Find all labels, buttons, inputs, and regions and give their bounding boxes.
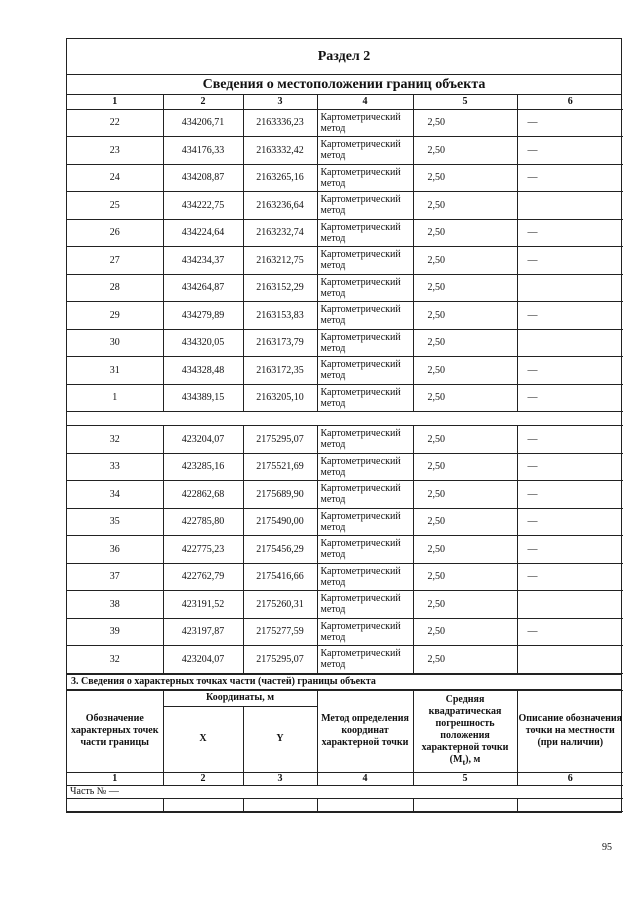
col-desc-header: Описание обозначения точки на местности (при наличии) [517, 690, 623, 772]
coord-y-cell: 2175521,69 [243, 453, 317, 481]
point-number-cell: 32 [67, 646, 163, 674]
error-cell: 2,50 [413, 109, 517, 137]
coord-x-cell: 434176,33 [163, 137, 243, 165]
column-number: 6 [517, 95, 623, 109]
coord-x-cell: 423204,07 [163, 646, 243, 674]
empty-cell [67, 798, 163, 811]
table-row [67, 192, 623, 220]
coord-x-cell: 422862,68 [163, 481, 243, 509]
column-number: 4 [317, 95, 413, 109]
coord-x-cell: 434264,87 [163, 274, 243, 302]
description-cell: — [517, 481, 623, 509]
description-cell: — [517, 508, 623, 536]
error-cell: 2,50 [413, 274, 517, 302]
coord-x-cell: 423285,16 [163, 453, 243, 481]
table-row [67, 109, 623, 137]
coord-y-cell: 2163153,83 [243, 302, 317, 330]
point-number-cell: 25 [67, 192, 163, 220]
table-row [67, 646, 623, 674]
table-row [67, 164, 623, 192]
column-number: 5 [413, 95, 517, 109]
description-cell: — [517, 453, 623, 481]
point-number-cell: 22 [67, 109, 163, 137]
method-cell: Картометрический метод [317, 357, 413, 385]
table-row [67, 618, 623, 646]
column-number: 2 [163, 95, 243, 109]
method-cell: Картометрический метод [317, 384, 413, 412]
description-cell: — [517, 563, 623, 591]
method-cell: Картометрический метод [317, 109, 413, 137]
method-cell: Картометрический метод [317, 426, 413, 454]
coord-y-cell: 2175295,07 [243, 426, 317, 454]
point-number-cell: 37 [67, 563, 163, 591]
error-cell: 2,50 [413, 384, 517, 412]
error-cell: 2,50 [413, 357, 517, 385]
method-cell: Картометрический метод [317, 329, 413, 357]
point-number-cell: 23 [67, 137, 163, 165]
boundary-points-table [67, 95, 623, 674]
table-row [67, 591, 623, 619]
coord-y-cell: 2175260,31 [243, 591, 317, 619]
part-label: Часть № — [67, 785, 623, 798]
method-cell: Картометрический метод [317, 453, 413, 481]
method-cell: Картометрический метод [317, 219, 413, 247]
point-number-cell: 26 [67, 219, 163, 247]
coord-y-cell: 2163172,35 [243, 357, 317, 385]
point-number-cell: 32 [67, 426, 163, 454]
coord-x-cell: 434279,89 [163, 302, 243, 330]
method-cell: Картометрический метод [317, 536, 413, 564]
error-cell: 2,50 [413, 164, 517, 192]
table-row [67, 219, 623, 247]
empty-cell [163, 798, 243, 811]
point-number-cell: 24 [67, 164, 163, 192]
error-cell: 2,50 [413, 247, 517, 275]
description-cell: — [517, 219, 623, 247]
section-subtitle: Сведения о местоположении границ объекта [67, 75, 621, 95]
error-cell: 2,50 [413, 646, 517, 674]
table-row [67, 563, 623, 591]
table-row [67, 329, 623, 357]
coord-y-cell: 2163152,29 [243, 274, 317, 302]
column-number: 2 [163, 772, 243, 785]
coord-y-cell: 2163205,10 [243, 384, 317, 412]
method-cell: Картометрический метод [317, 137, 413, 165]
error-cell: 2,50 [413, 618, 517, 646]
point-number-cell: 28 [67, 274, 163, 302]
col-y-header: Y [243, 706, 317, 772]
col-error-header [413, 690, 517, 772]
table-row [67, 536, 623, 564]
empty-cell [243, 798, 317, 811]
coord-y-cell: 2175295,07 [243, 646, 317, 674]
description-cell: — [517, 357, 623, 385]
coord-x-cell: 422775,23 [163, 536, 243, 564]
col-coords-header: Координаты, м [163, 690, 317, 706]
column-number: 6 [517, 772, 623, 785]
coord-x-cell: 423204,07 [163, 426, 243, 454]
column-number: 3 [243, 95, 317, 109]
description-cell: — [517, 164, 623, 192]
empty-cell [517, 798, 623, 811]
coord-x-cell: 422762,79 [163, 563, 243, 591]
method-cell: Картометрический метод [317, 618, 413, 646]
description-cell [517, 192, 623, 220]
point-number-cell: 33 [67, 453, 163, 481]
col-error-unit: ), м [465, 753, 481, 765]
description-cell: — [517, 247, 623, 275]
description-cell: — [517, 384, 623, 412]
empty-cell [413, 798, 517, 811]
part-points-table [67, 690, 623, 812]
column-number: 3 [243, 772, 317, 785]
col-x-header: X [163, 706, 243, 772]
error-cell: 2,50 [413, 453, 517, 481]
coord-y-cell: 2175416,66 [243, 563, 317, 591]
point-number-cell: 34 [67, 481, 163, 509]
coord-x-cell: 434206,71 [163, 109, 243, 137]
error-cell: 2,50 [413, 329, 517, 357]
table-row [67, 453, 623, 481]
column-number: 1 [67, 772, 163, 785]
method-cell: Картометрический метод [317, 508, 413, 536]
coord-x-cell: 434224,64 [163, 219, 243, 247]
error-cell: 2,50 [413, 192, 517, 220]
description-cell [517, 646, 623, 674]
coord-x-cell: 422785,80 [163, 508, 243, 536]
description-cell: — [517, 618, 623, 646]
separator-cell [67, 412, 623, 426]
col-error-subscript: t [462, 757, 466, 767]
method-cell: Картометрический метод [317, 563, 413, 591]
error-cell: 2,50 [413, 481, 517, 509]
col-method-header: Метод определения координат характерной точки [317, 690, 413, 772]
coord-y-cell: 2163232,74 [243, 219, 317, 247]
section3-column-numbers [67, 772, 623, 785]
coord-x-cell: 434389,15 [163, 384, 243, 412]
error-cell: 2,50 [413, 591, 517, 619]
coord-y-cell: 2163265,16 [243, 164, 317, 192]
page-number: 95 [602, 842, 612, 853]
coord-y-cell: 2163212,75 [243, 247, 317, 275]
method-cell: Картометрический метод [317, 192, 413, 220]
point-number-cell: 1 [67, 384, 163, 412]
method-cell: Картометрический метод [317, 591, 413, 619]
coord-y-cell: 2175456,29 [243, 536, 317, 564]
column-numbers-row [67, 95, 623, 109]
description-cell [517, 274, 623, 302]
coord-x-cell: 423197,87 [163, 618, 243, 646]
error-cell: 2,50 [413, 302, 517, 330]
method-cell: Картометрический метод [317, 247, 413, 275]
table-row [67, 247, 623, 275]
description-cell: — [517, 536, 623, 564]
section3-title: 3. Сведения о характерных точках части (частей) границы объекта [67, 674, 621, 690]
error-cell: 2,50 [413, 563, 517, 591]
separator-row [67, 412, 623, 426]
point-number-cell: 27 [67, 247, 163, 275]
error-cell: 2,50 [413, 536, 517, 564]
method-cell: Картометрический метод [317, 646, 413, 674]
description-cell: — [517, 426, 623, 454]
point-number-cell: 29 [67, 302, 163, 330]
method-cell: Картометрический метод [317, 302, 413, 330]
method-cell: Картометрический метод [317, 164, 413, 192]
empty-row [67, 798, 623, 811]
coord-x-cell: 434222,75 [163, 192, 243, 220]
table-row [67, 426, 623, 454]
table-row [67, 302, 623, 330]
table-row [67, 384, 623, 412]
coord-x-cell: 434328,48 [163, 357, 243, 385]
coord-y-cell: 2163336,23 [243, 109, 317, 137]
column-number: 5 [413, 772, 517, 785]
table-row [67, 508, 623, 536]
coord-y-cell: 2175277,59 [243, 618, 317, 646]
coord-x-cell: 434208,87 [163, 164, 243, 192]
column-number: 4 [317, 772, 413, 785]
table-row [67, 274, 623, 302]
point-number-cell: 36 [67, 536, 163, 564]
error-cell: 2,50 [413, 137, 517, 165]
method-cell: Картометрический метод [317, 274, 413, 302]
description-cell: — [517, 109, 623, 137]
part-label-row [67, 785, 623, 798]
description-cell: — [517, 137, 623, 165]
col-error-text: Средняя квадратическая погрешность положения характерной точки (M [421, 693, 509, 765]
point-number-cell: 38 [67, 591, 163, 619]
document-sheet [66, 38, 622, 813]
coord-y-cell: 2175490,00 [243, 508, 317, 536]
coord-y-cell: 2163173,79 [243, 329, 317, 357]
coord-x-cell: 423191,52 [163, 591, 243, 619]
error-cell: 2,50 [413, 426, 517, 454]
description-cell: — [517, 302, 623, 330]
table-row [67, 137, 623, 165]
error-cell: 2,50 [413, 508, 517, 536]
method-cell: Картометрический метод [317, 481, 413, 509]
coord-y-cell: 2163332,42 [243, 137, 317, 165]
point-number-cell: 30 [67, 329, 163, 357]
column-number: 1 [67, 95, 163, 109]
coord-y-cell: 2175689,90 [243, 481, 317, 509]
error-cell: 2,50 [413, 219, 517, 247]
point-number-cell: 35 [67, 508, 163, 536]
coord-x-cell: 434320,05 [163, 329, 243, 357]
coord-y-cell: 2163236,64 [243, 192, 317, 220]
table-row [67, 481, 623, 509]
point-number-cell: 31 [67, 357, 163, 385]
section-title: Раздел 2 [67, 39, 621, 75]
empty-cell [317, 798, 413, 811]
description-cell [517, 591, 623, 619]
description-cell [517, 329, 623, 357]
col-designation-header: Обозначение характерных точек части границы [67, 690, 163, 772]
coord-x-cell: 434234,37 [163, 247, 243, 275]
table-row [67, 357, 623, 385]
point-number-cell: 39 [67, 618, 163, 646]
